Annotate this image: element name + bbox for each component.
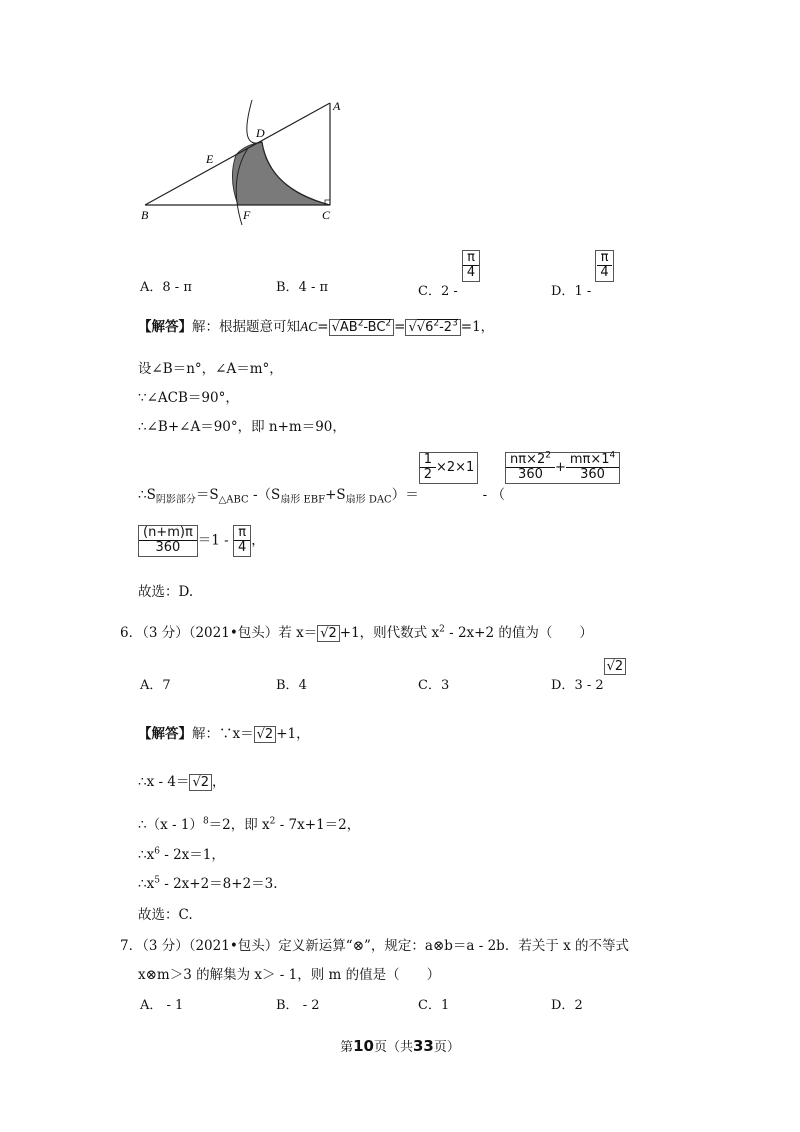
label-e: E [206,152,214,166]
q6-choice: 故选：C. [138,907,193,923]
q6-solution-line-5: $\therefore x^5 - 2x+2=8+2=3$. [138,875,278,892]
pi-over-4: $\frac{\pi}{4}$ [595,250,613,282]
option-text: 1 - [574,284,596,300]
sqrt2: √2 [604,658,627,675]
q5-choice: 故选：D. [138,584,194,600]
label-b: B [141,208,149,222]
page-number: 10 [353,1037,374,1055]
q7-option-a[interactable]: A． - 1 [140,998,184,1013]
sqrt2: √2 [317,625,340,642]
q5-option-d[interactable] [551,250,614,300]
shaded-region [232,142,330,205]
q6-option-b[interactable]: B．4 [276,678,307,693]
q6-option-c[interactable]: C．3 [418,678,450,693]
q6-solution-line-3: ∴（x - 1）$^8$＝2，即 $x^2 - 7x+1=2$， [138,816,361,833]
q7-option-b[interactable]: B． - 2 [276,998,320,1013]
sqrt2: √2 [254,726,277,743]
q6-stem: 6．（3 分）（2021•包头）若 x＝ √2 +1，则代数式 $x^2 - 2x+2$ 的值为（ ） [120,624,593,641]
option-text: 8 - π [162,280,192,295]
answer-tag: 【解答】 [138,726,192,742]
geometry-figure [130,90,360,235]
pi-over-4: $\frac{\pi}{4}$ [462,250,480,282]
fraction-half: $\frac{1}{2}$ ×2×1 [419,452,479,484]
sqrt-ab-bc: $√AB^2-BC^2$ [329,319,395,336]
label-c: C [322,208,331,222]
option-letter: B． [276,280,299,295]
option-letter: C． [418,284,441,300]
q5-solution-line-2: 设∠B＝n°，∠A＝m°， [138,361,283,377]
q5-solution-line-6: $\frac{(n+m)\pi}{360}$ ＝1 - $\frac{\pi}{4}$ ， [138,525,265,557]
option-text: 2 - [440,284,462,300]
fraction-n-plus-m: $\frac{(n+m)\pi}{360}$ [138,525,198,557]
q6-solution-line-4: $\therefore x^6 - 2x=1$， [138,846,225,863]
q7-option-c[interactable]: C．1 [418,998,450,1013]
page-total: 33 [413,1037,434,1055]
q7-stem-line-1: 7．（3 分）（2021•包头）定义新运算“⊗”，规定：a⊗b＝a - 2b．若关于 x 的不等式 [120,938,630,954]
page-footer: 第10页（共33页） [340,1037,460,1055]
label-f: F [243,208,251,222]
q7-option-d[interactable]: D．2 [551,998,583,1013]
fraction-sector-sum: $\frac{n\pi\times 2^2}{360}$ + $\frac{m\pi\times 1^4}{360}$ [505,452,620,484]
q6-solution-line-1: 【解答】解：∵x＝ √2 +1， [138,726,310,742]
q5-solution-line-4: ∴∠B+∠A＝90°，即 n+m＝90， [138,419,346,435]
q7-stem-line-2: x⊗m＞3 的解集为 x＞ - 1，则 m 的值是（ ） [138,967,441,983]
q6-option-d[interactable]: D．3 - 2√2 [551,655,626,675]
answer-tag: 【解答】 [138,319,192,335]
q5-solution-line-1: 【解答】解：根据题意可知$AC= √AB^2-BC^2 = √√6^2-2^3 =1$， [138,318,495,335]
option-letter: A． [140,280,163,295]
option-text: 4 - π [298,280,329,295]
q5-solution-line-5: $\therefore S_{阴影部分}=S_{\triangle ABC}$ $-(S_{扇形 EBF}+S_{扇形 DAC})=$ $\frac{1}{2}$ ×2×1 - （ $\frac{n\pi\times 2^2}{360}$ + $\frac{m\pi\times 1^4}{360}$ [138,452,620,484]
q5-option-c[interactable] [418,250,480,300]
q6-option-a[interactable]: A．7 [140,678,171,693]
q5-option-b[interactable] [276,276,328,295]
sqrt2: √2 [189,774,212,791]
q6-solution-line-2: ∴x - 4＝ √2 ， [138,774,226,790]
option-letter: D． [551,284,575,300]
q5-option-a[interactable] [140,276,192,295]
q5-solution-line-3: ∵∠ACB＝90°， [138,390,239,406]
label-d: D [256,126,265,140]
label-a: A [333,99,341,113]
sqrt-6-2: $√√6^2-2^3$ [405,319,460,336]
pi-over-4: $\frac{\pi}{4}$ [233,525,251,557]
